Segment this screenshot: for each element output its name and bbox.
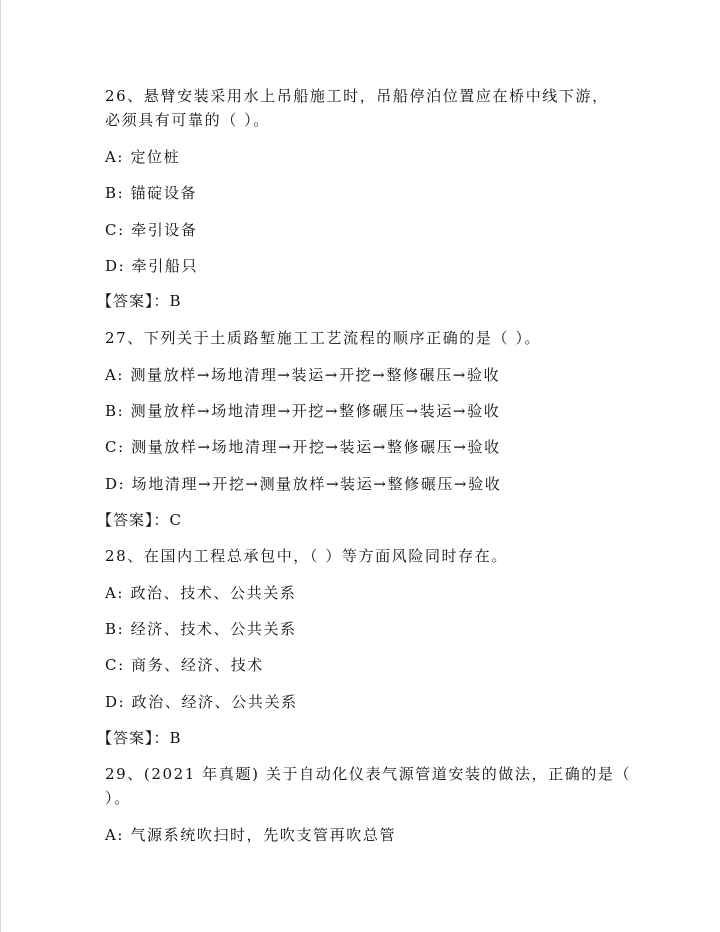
question-29-option-a: A: 气源系统吹扫时，先吹支管再吹总管 (105, 826, 397, 844)
question-27-option-a: A: 测量放样→场地清理→装运→开挖→整修碾压→验收 (105, 366, 501, 384)
question-26-text: 26、悬臂安装采用水上吊船施工时，吊船停泊位置应在桥中线下游， (105, 87, 609, 105)
question-26-text-continued: 必须具有可靠的（ ）。 (105, 111, 270, 129)
question-28-option-b: B: 经济、技术、公共关系 (105, 620, 297, 638)
question-26-option-d: D: 牵引船只 (105, 257, 199, 275)
question-28-option-d: D: 政治、经济、公共关系 (105, 693, 298, 711)
question-28-option-a: A: 政治、技术、公共关系 (105, 584, 297, 602)
question-26-option-c: C: 牵引设备 (105, 221, 198, 239)
question-28-answer: 【答案】：B (97, 729, 182, 747)
question-26-answer: 【答案】：B (97, 292, 182, 310)
question-29-text-continued: ）。 (105, 789, 131, 807)
question-29-text: 29、(2021 年真题) 关于自动化仪表气源管道安装的做法，正确的是（ (105, 765, 632, 783)
question-28-option-c: C: 商务、经济、技术 (105, 656, 264, 674)
question-26-option-a: A: 定位桩 (105, 148, 181, 166)
question-28-text: 28、在国内工程总承包中，（ ）等方面风险同时存在。 (105, 547, 508, 565)
question-27-option-c: C: 测量放样→场地清理→开挖→装运→整修碾压→验收 (105, 438, 501, 456)
question-26-option-b: B: 锚碇设备 (105, 184, 198, 202)
question-27-answer: 【答案】：C (97, 511, 182, 529)
question-27-option-b: B: 测量放样→场地清理→开挖→整修碾压→装运→验收 (105, 402, 501, 420)
question-27-option-d: D: 场地清理→开挖→测量放样→装运→整修碾压→验收 (105, 475, 502, 493)
question-27-text: 27、下列关于土质路堑施工工艺流程的顺序正确的是（ ）。 (105, 329, 542, 347)
